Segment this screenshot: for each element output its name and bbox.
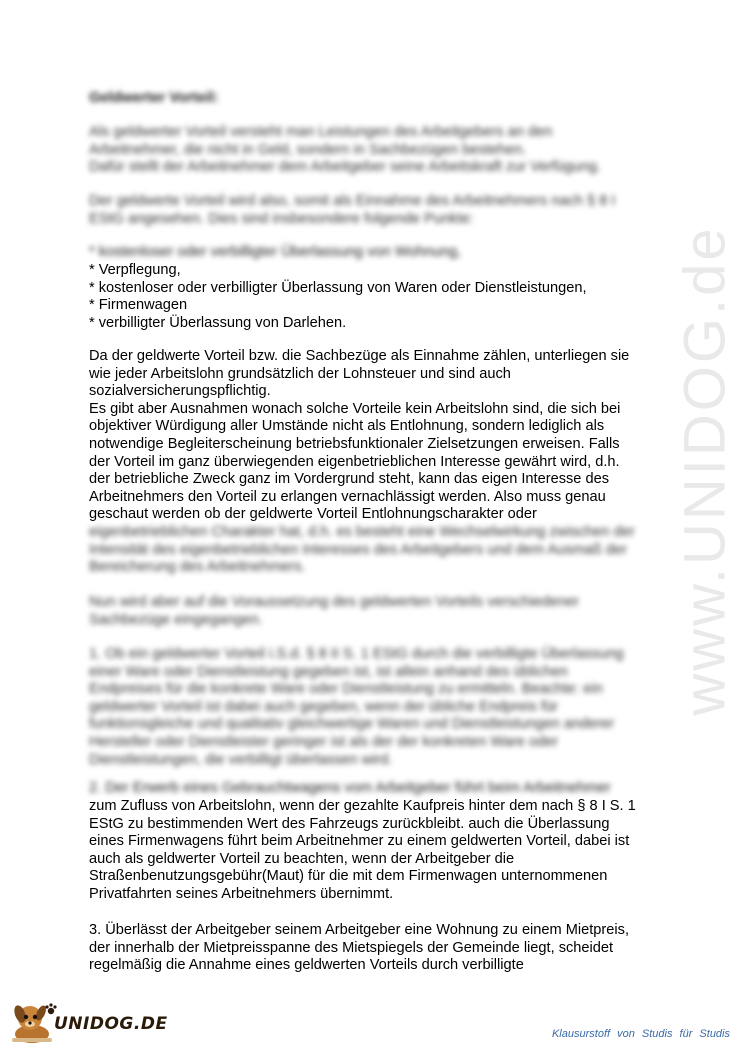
text-line: regelmäßig die Annahme eines geldwerten Vorteils durch verbilligte xyxy=(89,957,524,974)
logo-text: UNIDOG.DE xyxy=(54,1014,168,1034)
benefit-list xyxy=(89,262,661,332)
list-item: * kostenloser oder verbilligter Überlassung von Waren oder Dienstleistungen, xyxy=(89,279,587,296)
income-paragraph xyxy=(89,193,661,228)
document-heading: Geldwerter Vorteil: xyxy=(89,90,219,106)
main-paragraph-blurred xyxy=(89,524,661,577)
text-line: Nun wird aber auf die Voraussetzung des geldwerten Vorteils verschiedener xyxy=(89,594,579,610)
text-line: sozialversicherungspflichtig. xyxy=(89,383,271,400)
text-line: Hersteller oder Dienstleister geringer ist als der der konkreten Ware oder xyxy=(89,733,559,750)
text-line: EStG zu bestimmenden Wert des Fahrzeugs zurückbleibt. auch die Überlassung xyxy=(89,815,610,832)
main-paragraph xyxy=(89,348,661,524)
text-line: eigenbetrieblichen Charakter hat, d.h. es besteht eine Wechselwirkung zwischen der xyxy=(89,524,635,540)
list-item-blurred: * kostenloser oder verbilligter Überlassung von Wohnung, xyxy=(89,244,462,260)
text-line: objektiver Würdigung aller Umstände nicht als Entlohnung, sondern lediglich als xyxy=(89,418,605,435)
text-line: Der geldwerte Vorteil wird also, somit als Einnahme des Arbeitnehmers nach § 8 I xyxy=(89,193,616,209)
text-line: Intensität des eigenbetrieblichen Interesses des Arbeitgebers und dem Ausmaß der xyxy=(89,541,627,558)
text-line: Da der geldwerte Vorteil bzw. die Sachbezüge als Einnahme zählen, unterliegen sie xyxy=(89,348,630,364)
list-item: * Firmenwagen xyxy=(89,297,188,314)
list-item: * verbilligter Überlassung von Darlehen. xyxy=(89,314,347,331)
point-three xyxy=(89,922,661,975)
intro-paragraph xyxy=(89,124,661,177)
text-line: Dafür stellt der Arbeitnehmer dem Arbeitgeber seine Arbeitskraft zur Verfügung. xyxy=(89,159,601,176)
text-line: 1. Ob ein geldwerter Vorteil i.S.d. § 8 II S. 1 EStG durch die verbilligte Überlassung xyxy=(89,646,624,662)
text-line: Bereicherung des Arbeitnehmers. xyxy=(89,559,306,576)
footer-tagline: Klausurstoff von Studis für Studis xyxy=(551,1028,730,1040)
text-line: Arbeitnehmers den Vorteil zu erlangen vernachlässigt werden. Also muss genau xyxy=(89,488,606,505)
point-two xyxy=(89,798,661,904)
text-line: Als geldwerter Vorteil versteht man Leistungen des Arbeitgebers an den xyxy=(89,124,553,140)
point-one xyxy=(89,646,661,769)
text-line: 3. Überlässt der Arbeitgeber seinem Arbeitgeber eine Wohnung zu einem Mietpreis, xyxy=(89,922,629,938)
point-two-blurred: 2. Der Erwerb eines Gebrauchtwagens vom Arbeitgeber führt beim Arbeitnehmer xyxy=(89,780,611,796)
watermark xyxy=(660,190,750,750)
text-line: geschaut werden ob der geldwerte Vorteil Entlohnungscharakter oder xyxy=(89,506,537,523)
text-line: Dienstleistungen, die verbilligt überlassen wird. xyxy=(89,751,393,768)
text-line: notwendige Begleiterscheinung betriebsfunktionaler Zielsetzungen erweisen. Falls xyxy=(89,435,620,452)
text-line: geldwerter Vorteil ist dabei auch gegeben, wenn der übliche Endpreis für xyxy=(89,698,558,715)
unidog-logo[interactable] xyxy=(8,1000,178,1048)
text-line: Es gibt aber Ausnahmen wonach solche Vorteile kein Arbeitslohn sind, die sich bei xyxy=(89,400,621,417)
list-item: * Verpflegung, xyxy=(89,262,181,278)
text-line: wie jeder Arbeitslohn grundsätzlich der Lohnsteuer und sind auch xyxy=(89,365,511,382)
watermark-text: www.UNIDOG.de xyxy=(672,224,738,716)
text-line: Privatfahrten seines Arbeitnehmers übernimmt. xyxy=(89,885,394,902)
text-line: eines Firmenwagens führt beim Arbeitnehmer zu einem geldwerten Vorteil, dabei ist xyxy=(89,833,630,850)
text-line: funktionsgleiche und qualitativ gleichwertige Waren und Dienstleistungen anderer xyxy=(89,716,615,733)
text-line: zum Zufluss von Arbeitslohn, wenn der gezahlte Kaufpreis hinter dem nach § 8 I S. 1 xyxy=(89,798,636,814)
text-line: einer Ware oder Dienstleistung gegeben ist, ist allein anhand des üblichen xyxy=(89,663,568,680)
text-line: EStG angesehen. Dies sind insbesondere folgende Punkte: xyxy=(89,210,474,227)
text-line: Sachbezüge eingegangen. xyxy=(89,611,263,628)
text-line: auch als geldwerter Vorteil zu beachten, wenn der Arbeitgeber die xyxy=(89,850,515,867)
text-line: der innerhalb der Mietpreisspanne des Mietspiegels der Gemeinde liegt, scheidet xyxy=(89,939,614,956)
text-line: Straßenbenutzungsgebühr(Maut) für die mit dem Firmenwagen unternommenen xyxy=(89,868,608,885)
text-line: Arbeitnehmer, die nicht in Geld, sondern in Sachbezügen bestehen. xyxy=(89,141,527,158)
prerequisite-paragraph xyxy=(89,594,661,629)
text-line: Endpreises für die konkrete Ware oder Dienstleistung zu ermitteln. Beachte: ein xyxy=(89,681,603,698)
text-line: der betriebliche Zweck ganz im Vordergrund steht, kann das eigen Interesse des xyxy=(89,471,609,488)
text-line: der Vorteil im ganz überwiegenden eigenbetrieblichen Interesse gewährt wird, d.h. xyxy=(89,453,620,470)
